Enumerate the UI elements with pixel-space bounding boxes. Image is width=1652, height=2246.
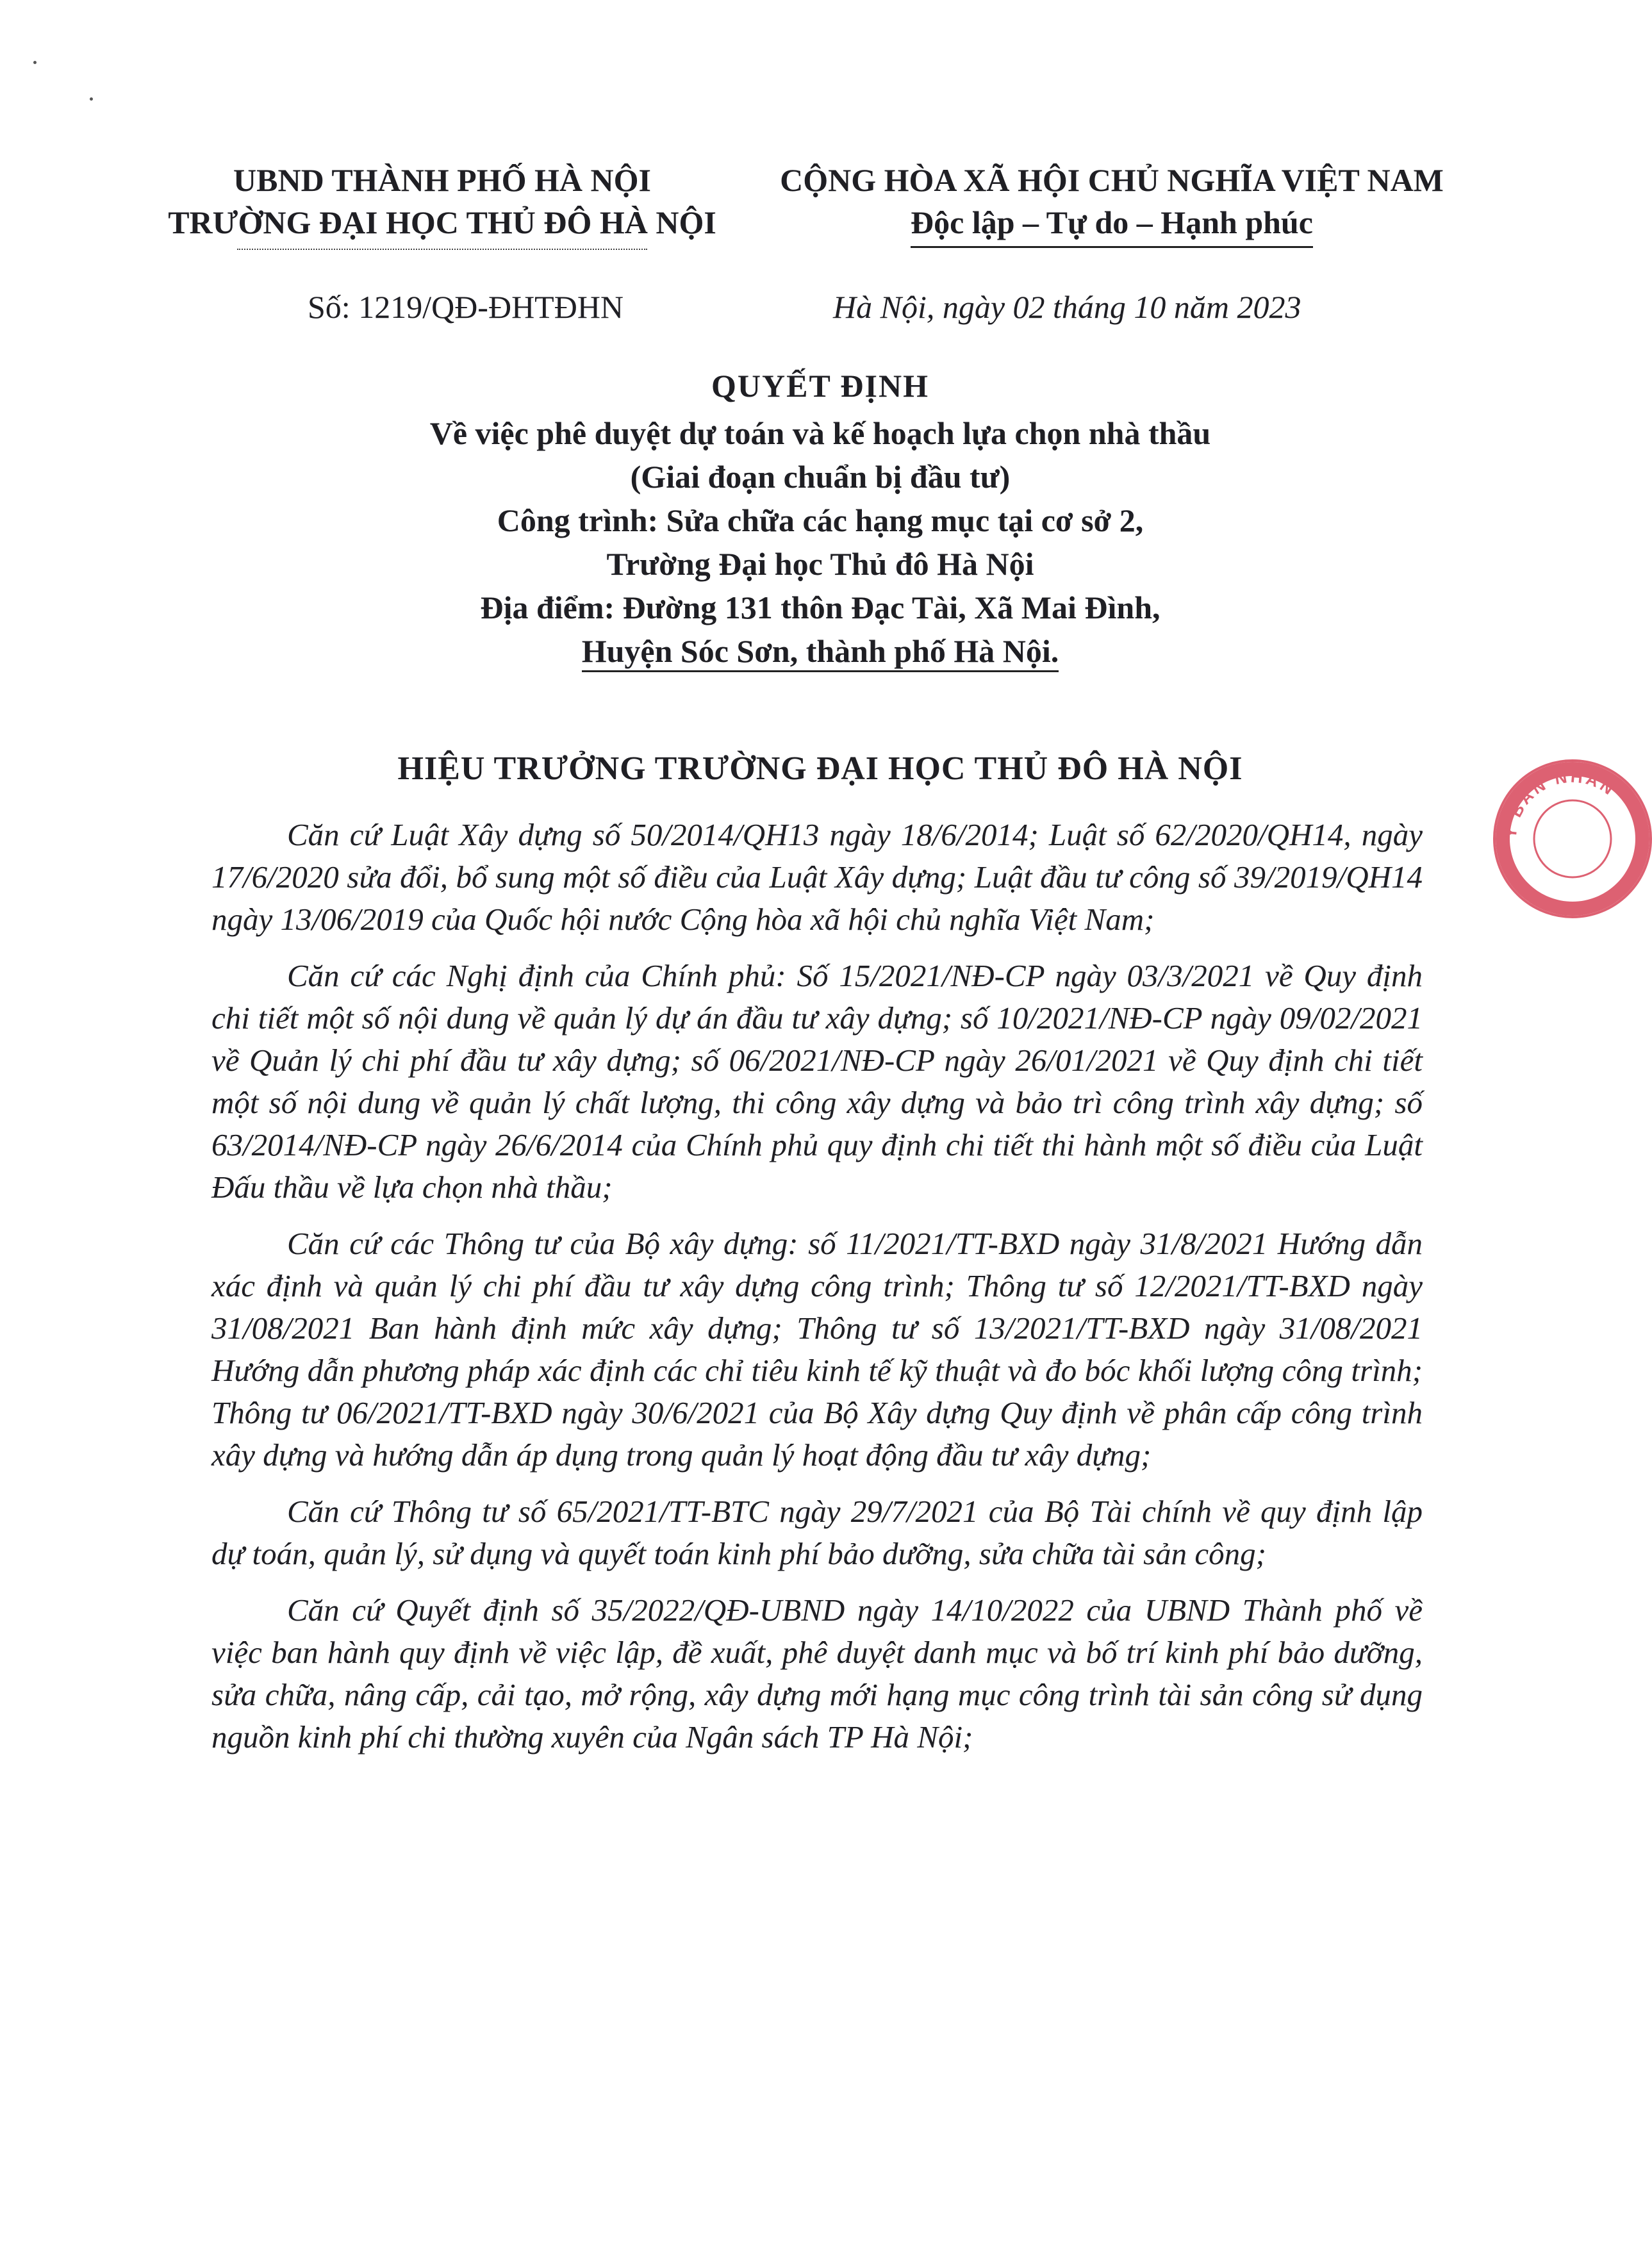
decision-subject-line-2: (Giai đoạn chuẩn bị đầu tư)	[630, 459, 1011, 495]
national-header	[756, 159, 1467, 248]
legal-basis-paragraph: Căn cứ các Nghị định của Chính phủ: Số 15/2021/NĐ-CP ngày 03/3/2021 về Quy định chi tiết một số nội dung về quản lý dự án đầu tư xây dựng; số 10/2021/NĐ-CP ngày 09/02/2021 về Quản lý chi phí đầu tư xây dựng; số 06/2021/NĐ-CP ngày 26/01/2021 về Quy định chi tiết một số nội dung về quản lý chất lượng, thi công xây dựng và bảo trì công trình xây dựng; số 63/2014/NĐ-CP ngày 26/6/2014 của Chính phủ quy định chi tiết thi hành một số điều của Luật Đấu thầu về lựa chọn nhà thầu;	[211, 958, 1423, 1205]
legal-basis-paragraph: Căn cứ các Thông tư của Bộ xây dựng: số 11/2021/TT-BXD ngày 31/8/2021 Hướng dẫn xác định và quản lý chi phí đầu tư xây dựng công trình; Thông tư số 12/2021/TT-BXD ngày 31/08/2021 Ban hành định mức xây dựng; Thông tư số 13/2021/TT-BXD ngày 31/08/2021 Hướng dẫn phương pháp xác định các chỉ tiêu kinh tế kỹ thuật và đo bóc khối lượng công trình; Thông tư 06/2021/TT-BXD ngày 30/6/2021 của Bộ Xây dựng Quy định về phân cấp công trình xây dựng và hướng dẫn áp dụng trong quản lý hoạt động đầu tư xây dựng;	[211, 1226, 1423, 1473]
motto-underline	[911, 246, 1313, 248]
decision-subject-line-1: Về việc phê duyệt dự toán và kế hoạch lựa chọn nhà thầu	[429, 415, 1211, 451]
decision-subject-line-5: Địa điểm: Đường 131 thôn Đạc Tài, Xã Mai Đình,	[480, 590, 1161, 625]
document-number: Số: 1219/QĐ-ĐHTĐHN	[308, 289, 624, 325]
scan-speck	[90, 97, 93, 101]
scan-speck	[33, 61, 37, 64]
seal-text: Y BAN NHÂN	[1500, 766, 1620, 839]
decision-subject-line-6	[192, 629, 1448, 673]
legal-basis-paragraph: Căn cứ Luật Xây dựng số 50/2014/QH13 ngày 18/6/2014; Luật số 62/2020/QH14, ngày 17/6/2020 sửa đổi, bổ sung một số điều của Luật Xây dựng; Luật đầu tư công số 39/2019/QH14 ngày 13/06/2019 của Quốc hội nước Cộng hòa xã hội chủ nghĩa Việt Nam;	[211, 817, 1423, 937]
issuing-authority-header	[147, 159, 737, 250]
legal-basis-section	[211, 814, 1423, 1772]
decision-subject-line-3: Công trình: Sửa chữa các hạng mục tại cơ sở 2,	[497, 502, 1144, 538]
document-date: Hà Nội, ngày 02 tháng 10 năm 2023	[833, 289, 1301, 325]
authority-heading: HIỆU TRƯỞNG TRƯỜNG ĐẠI HỌC THỦ ĐÔ HÀ NỘI	[397, 750, 1243, 787]
seal-icon	[1496, 762, 1649, 916]
org-name: TRƯỜNG ĐẠI HỌC THỦ ĐÔ HÀ NỘI	[168, 204, 716, 240]
decision-subject-line-4: Trường Đại học Thủ đô Hà Nội	[606, 546, 1034, 582]
org-parent: UBND THÀNH PHỐ HÀ NỘI	[233, 162, 651, 198]
national-motto-wrap	[911, 201, 1313, 248]
national-motto: Độc lập – Tự do – Hạnh phúc	[911, 204, 1313, 240]
legal-basis-paragraph: Căn cứ Thông tư số 65/2021/TT-BTC ngày 29/7/2021 của Bộ Tài chính về quy định lập dự toán, quản lý, sử dụng và quyết toán kinh phí bảo dưỡng, sửa chữa tài sản công;	[211, 1494, 1423, 1571]
red-seal-stamp	[1493, 759, 1652, 918]
decision-title: QUYẾT ĐỊNH	[711, 368, 929, 404]
org-divider	[237, 249, 647, 250]
national-name: CỘNG HÒA XÃ HỘI CHỦ NGHĨA VIỆT NAM	[780, 162, 1444, 198]
legal-basis-paragraph: Căn cứ Quyết định số 35/2022/QĐ-UBND ngày 14/10/2022 của UBND Thành phố về việc ban hành quy định về việc lập, đề xuất, phê duyệt danh mục và bố trí kinh phí bảo dưỡng, sửa chữa, nâng cấp, cải tạo, mở rộng, xây dựng mới hạng mục công trình tài sản công sử dụng nguồn kinh phí chi thường xuyên của Ngân sách TP Hà Nội;	[211, 1592, 1423, 1755]
decision-title-block	[192, 364, 1448, 673]
decision-subject-line-6-text: Huyện Sóc Sơn, thành phố Hà Nội.	[582, 633, 1059, 672]
